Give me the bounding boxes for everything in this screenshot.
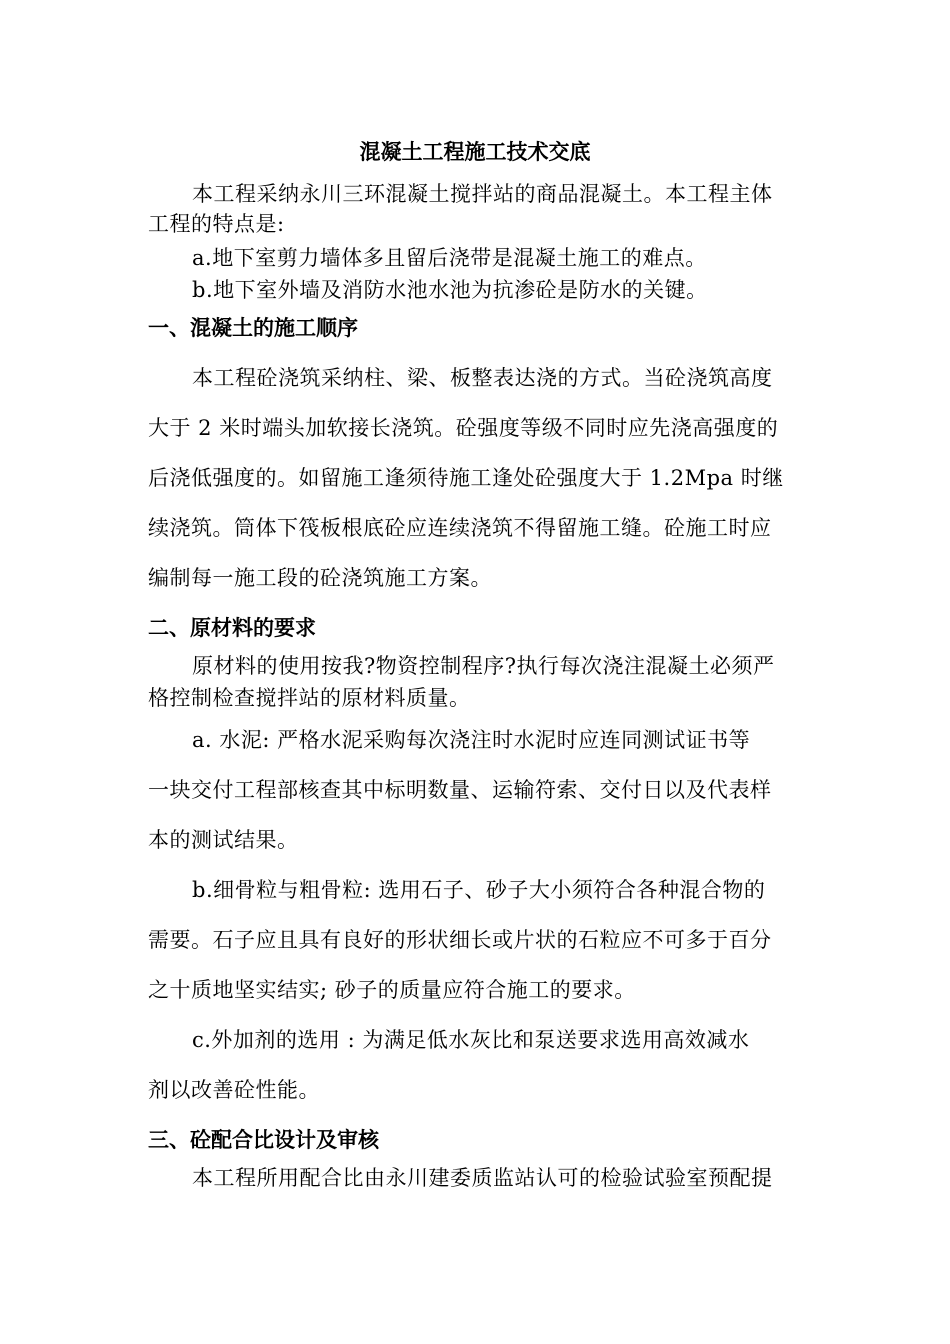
intro-line: 本工程采纳永川三环混凝土搅拌站的商品混凝土。本工程主体 <box>192 182 773 206</box>
section-heading: 三、砼配合比设计及审核 <box>148 1128 379 1152</box>
paragraph-line: 格控制检查搅拌站的原材料质量。 <box>148 686 471 710</box>
paragraph-line: 一块交付工程部核查其中标明数量、运输符索、交付日以及代表样 <box>148 778 772 802</box>
paragraph-line: 本的测试结果。 <box>148 828 299 852</box>
paragraph-line: 大于 2 米时端头加软接长浇筑。砼强度等级不同时应先浇高强度的 <box>148 416 779 440</box>
paragraph-line: 本工程所用配合比由永川建委质监站认可的检验试验室预配提 <box>192 1166 773 1190</box>
paragraph-line: 原材料的使用按我?物资控制程序?执行每次浇注混凝土必须严 <box>192 654 775 678</box>
paragraph-line: 编制每一施工段的砼浇筑施工方案。 <box>148 566 492 590</box>
paragraph-line: 后浇低强度的。如留施工逢须待施工逢处砼强度大于 1.2Mpa 时继 <box>148 466 784 490</box>
paragraph-line: b.细骨粒与粗骨粒: 选用石子、砂子大小须符合各种混合物的 <box>192 878 766 902</box>
paragraph-line: 本工程砼浇筑采纳柱、梁、板整表达浇的方式。当砼浇筑高度 <box>192 366 773 390</box>
paragraph-line: c.外加剂的选用 : 为满足低水灰比和泵送要求选用高效减水 <box>192 1028 750 1052</box>
paragraph-line: 需要。石子应且具有良好的形状细长或片状的石粒应不可多于百分 <box>148 928 772 952</box>
paragraph-line: 剂以改善砼性能。 <box>148 1078 320 1102</box>
paragraph-line: a. 水泥: 严格水泥采购每次浇注时水泥时应连同测试证书等 <box>192 728 751 752</box>
paragraph-line: 续浇筑。筒体下筏板根底砼应连续浇筑不得留施工缝。砼施工时应 <box>148 516 772 540</box>
document-title: 混凝土工程施工技术交底 <box>359 140 591 164</box>
intro-point-a: a.地下室剪力墙体多且留后浇带是混凝土施工的难点。 <box>192 246 707 270</box>
intro-line: 工程的特点是: <box>148 212 285 236</box>
section-heading: 二、原材料的要求 <box>148 616 316 640</box>
paragraph-line: 之十质地坚实结实; 砂子的质量应符合施工的要求。 <box>148 978 636 1002</box>
section-heading: 一、混凝土的施工顺序 <box>148 316 358 340</box>
intro-point-b: b.地下室外墙及消防水池水池为抗渗砼是防水的关键。 <box>192 278 708 302</box>
